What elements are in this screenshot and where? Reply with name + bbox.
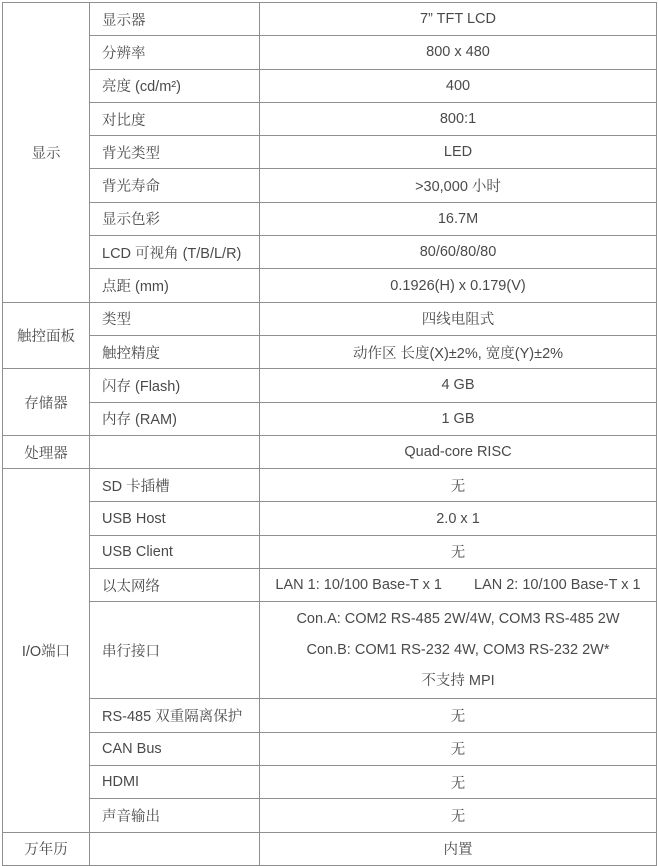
table-row	[3, 535, 657, 568]
spec-label: 串行接口	[90, 602, 260, 699]
section-calendar	[3, 832, 657, 865]
table-row	[3, 469, 657, 502]
table-row	[3, 302, 657, 335]
table-row	[3, 732, 657, 765]
spec-label: HDMI	[90, 765, 260, 798]
table-row	[3, 69, 657, 102]
table-row	[3, 102, 657, 135]
spec-value: 动作区 长度(X)±2%, 宽度(Y)±2%	[260, 335, 657, 368]
spec-label: RS-485 双重隔离保护	[90, 699, 260, 732]
spec-value: 四线电阻式	[260, 302, 657, 335]
spec-label: 闪存 (Flash)	[90, 369, 260, 402]
spec-label: 触控精度	[90, 335, 260, 368]
serial-line-1: Con.A: COM2 RS-485 2W/4W, COM3 RS-485 2W	[296, 610, 620, 627]
spec-label: 背光寿命	[90, 169, 260, 202]
spec-label-empty	[90, 832, 260, 865]
table-row	[3, 169, 657, 202]
spec-value: 无	[260, 699, 657, 732]
spec-label: 内存 (RAM)	[90, 402, 260, 435]
table-row	[3, 699, 657, 732]
spec-label: 点距 (mm)	[90, 269, 260, 302]
spec-value: 内置	[260, 832, 657, 865]
table-row	[3, 236, 657, 269]
table-row	[3, 435, 657, 468]
serial-port-values	[261, 603, 655, 697]
category-cell-display: 显示	[3, 3, 90, 303]
table-row	[3, 269, 657, 302]
spec-value: 无	[260, 732, 657, 765]
section-io-ports	[3, 469, 657, 832]
table-row	[3, 136, 657, 169]
table-row	[3, 402, 657, 435]
spec-label-empty	[90, 435, 260, 468]
category-cell-io-ports: I/O端口	[3, 469, 90, 832]
spec-label: 显示器	[90, 3, 260, 36]
serial-line-2: Con.B: COM1 RS-232 4W, COM3 RS-232 2W*	[306, 642, 610, 659]
spec-label: 亮度 (cd/m²)	[90, 69, 260, 102]
spec-value: 无	[260, 469, 657, 502]
spec-label: 背光类型	[90, 136, 260, 169]
table-row	[3, 799, 657, 832]
category-cell-touch-panel: 触控面板	[3, 302, 90, 369]
spec-value: 7” TFT LCD	[260, 3, 657, 36]
table-row	[3, 369, 657, 402]
category-cell-storage: 存储器	[3, 369, 90, 436]
spec-label: 类型	[90, 302, 260, 335]
section-touch-panel	[3, 302, 657, 369]
spec-value: 80/60/80/80	[260, 236, 657, 269]
lan1-value: LAN 1: 10/100 Base-T x 1	[275, 577, 442, 594]
section-storage	[3, 369, 657, 436]
lan2-value: LAN 2: 10/100 Base-T x 1	[474, 577, 641, 594]
spec-value-serial	[260, 602, 657, 699]
spec-value: 无	[260, 535, 657, 568]
spec-value: 1 GB	[260, 402, 657, 435]
table-row	[3, 202, 657, 235]
table-row	[3, 335, 657, 368]
spec-label: USB Host	[90, 502, 260, 535]
spec-value: >30,000 小时	[260, 169, 657, 202]
table-row	[3, 502, 657, 535]
spec-label: 以太网络	[90, 569, 260, 602]
spec-value: 400	[260, 69, 657, 102]
spec-value-ethernet	[260, 569, 657, 602]
section-processor	[3, 435, 657, 468]
table-row	[3, 36, 657, 69]
spec-label: LCD 可视角 (T/B/L/R)	[90, 236, 260, 269]
spec-value: Quad-core RISC	[260, 435, 657, 468]
spec-value: 16.7M	[260, 202, 657, 235]
spec-value: 0.1926(H) x 0.179(V)	[260, 269, 657, 302]
table-row	[3, 765, 657, 798]
spec-label: 对比度	[90, 102, 260, 135]
spec-value: 2.0 x 1	[260, 502, 657, 535]
table-row	[3, 569, 657, 602]
spec-value: 无	[260, 799, 657, 832]
spec-label: SD 卡插槽	[90, 469, 260, 502]
spec-value: 无	[260, 765, 657, 798]
spec-value: 800 x 480	[260, 36, 657, 69]
spec-value: LED	[260, 136, 657, 169]
spec-label: 声音输出	[90, 799, 260, 832]
serial-line-3: 不支持 MPI	[421, 673, 495, 690]
spec-label: CAN Bus	[90, 732, 260, 765]
spec-label: USB Client	[90, 535, 260, 568]
spec-table	[2, 2, 657, 866]
category-cell-processor: 处理器	[3, 435, 90, 468]
table-row	[3, 3, 657, 36]
spec-value: 4 GB	[260, 369, 657, 402]
ethernet-values	[261, 577, 655, 593]
spec-label: 分辨率	[90, 36, 260, 69]
table-row	[3, 602, 657, 699]
category-cell-calendar: 万年历	[3, 832, 90, 865]
spec-value: 800:1	[260, 102, 657, 135]
table-row	[3, 832, 657, 865]
spec-label: 显示色彩	[90, 202, 260, 235]
section-display	[3, 3, 657, 303]
